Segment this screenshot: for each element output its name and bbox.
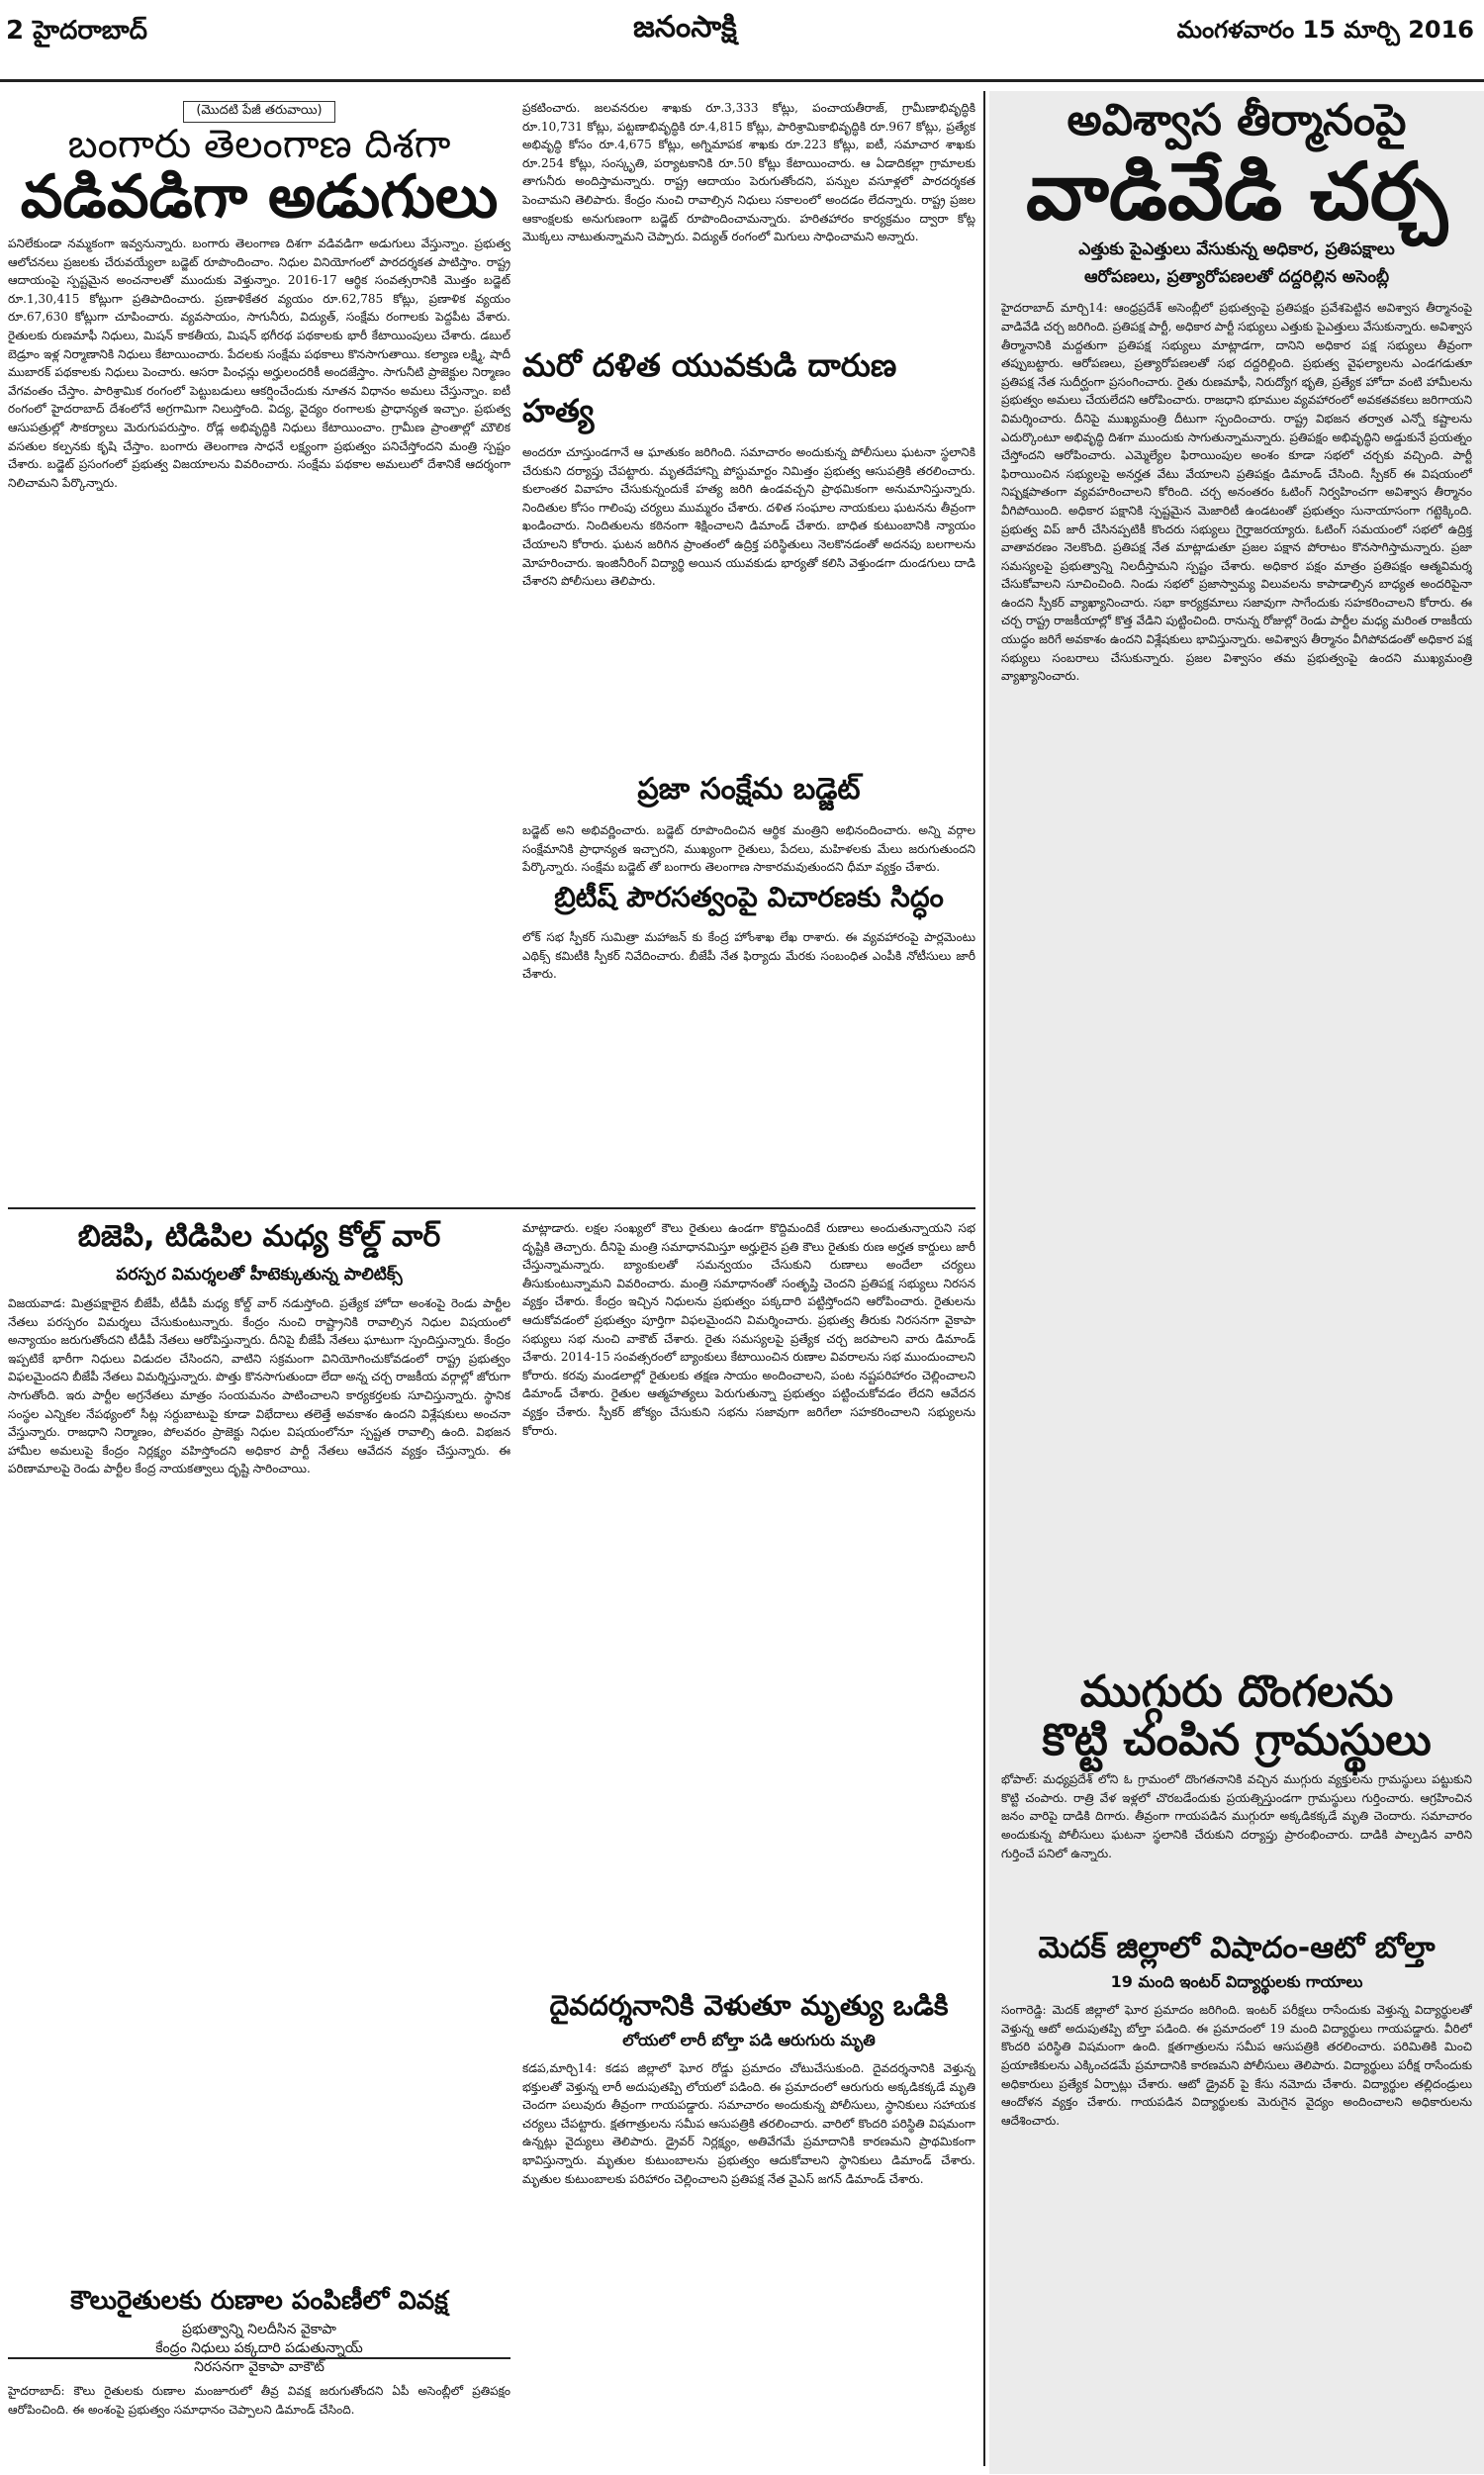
sidebar <box>989 91 1484 2474</box>
tenant-sub1: ప్రభుత్వాన్ని నిలదీసిన వైకాపా <box>182 2322 336 2337</box>
section-name: హైదరాబాద్ <box>33 16 147 46</box>
page-number <box>6 16 147 51</box>
pilgrim-headline: దైవదర్శనానికి వెళుతూ మృత్యు ఒడికి <box>549 1989 949 2022</box>
murder-headline: మరో దళిత యువకుడి దారుణ హత్య <box>522 346 897 429</box>
tenant-body: హైదరాబాద్: కౌలు రైతులకు రుణాల మంజూరులో తీవ్ర వివక్ష జరుగుతోందని ఏపీ అసెంబ్లీలో ప్రతిపక్షం ఆరోపించింది. ఈ అంశంపై ప్రభుత్వం సమాధానం చెప్పాలని డిమాండ్ చేసింది. <box>8 2384 510 2417</box>
sidebar-body: హైదరాబాద్ మార్చి14: ఆంధ్రప్రదేశ్ అసెంబ్లీలో ప్రభుత్వంపై ప్రతిపక్షం ప్రవేశపెట్టిన అవిశ్వాస తీర్మానంపై వాడివేడి చర్చ జరిగింది. ప్రతిపక్ష పార్టీ, అధికార పార్టీ సభ్యులు ఎత్తుకు పైఎత్తులు వేసుకున్నారు. అవిశ్వాస తీర్మానానికి మద్దతుగా ప్రతిపక్ష సభ్యులు మాట్లాడగా, దానిని అధికార పక్ష సభ్యులు తీవ్రంగా తప్పుబట్టారు. ఆరోపణలు, ప్రత్యారోపణలతో సభ దద్దరిల్లింది. ప్రభుత్వ వైఫల్యాలను ఎండగడుతూ ప్రతిపక్ష నేత సుదీర్ఘంగా ప్రసంగించారు. రైతు రుణమాఫీ, నిరుద్యోగ భృతి, ప్రత్యేక హోదా వంటి హామీలను ప్రభుత్వం అమలు చేయలేదని ఆరోపించారు. రాజధాని భూముల వ్యవహారంలో అవకతవకలు జరిగాయని విమర్శించారు. దీనిపై ముఖ్యమంత్రి దీటుగా స్పందించారు. రాష్ట్ర విభజన తర్వాత ఎన్నో కష్టాలను ఎదుర్కొంటూ అభివృద్ధి దిశగా ముందుకు సాగుతున్నామన్నారు. ప్రతిపక్షం అభివృద్ధిని అడ్డుకునే ప్రయత్నం చేస్తోందని ఆరోపించారు. ఎమ్మెల్యేల ఫిరాయింపుల అంశం కూడా సభలో చర్చకు వచ్చింది. పార్టీ ఫిరాయించిన సభ్యులపై అనర్హత వేటు వేయాలని ప్రతిపక్షం డిమాండ్ చేసింది. స్పీకర్ ఈ విషయంలో నిష్పక్షపాతంగా వ్యవహరించాలని కోరింది. చర్చ అనంతరం ఓటింగ్ నిర్వహించగా అవిశ్వాస తీర్మానం వీగిపోయింది. అధికార పక్షానికి స్పష్టమైన మెజారిటీ ఉండటంతో ప్రభుత్వం సునాయాసంగా గట్టెక్కింది. ప్రభుత్వ విప్ జారీ చేసినప్పటికీ కొందరు సభ్యులు గైర్హాజరయ్యారు. ఓటింగ్ సమయంలో సభలో ఉద్రిక్త వాతావరణం నెలకొంది. ప్రతిపక్ష నేత మాట్లాడుతూ ప్రజల పక్షాన పోరాటం కొనసాగిస్తామన్నారు. ప్రజా సమస్యలపై ప్రభుత్వాన్ని నిలదీస్తామని స్పష్టం చేశారు. అధికార పక్షం మాత్రం ప్రతిపక్షం ఆత్మవిమర్శ చేసుకోవాలని సూచించింది. నిండు సభలో ప్రజాస్వామ్య విలువలను కాపాడాల్సిన బాధ్యత అందరిపైనా ఉందని స్పీకర్ వ్యాఖ్యానించారు. సభా కార్యక్రమాలు సజావుగా సాగేందుకు సహకరించాలని కోరారు. ఈ చర్చ రాష్ట్ర రాజకీయాల్లో కొత్త వేడిని పుట్టించింది. రానున్న రోజుల్లో రెండు పార్టీల మధ్య మరింత రాజకీయ యుద్ధం జరిగే అవకాశం ఉందని విశ్లేషకులు భావిస్తున్నారు. అవిశ్వాస తీర్మానం వీగిపోవడంతో అధికార పక్ష సభ్యులు సంబరాలు చేసుకున్నారు. ప్రజల విశ్వాసం తమ ప్రభుత్వంపై ఉందని ముఖ్యమంత్రి వ్యాఖ్యానించారు. <box>1001 301 1472 684</box>
tenant-sub2: కేంద్రం నిధులు పక్కదారి పడుతున్నాయ్ <box>155 2340 363 2356</box>
medak-headline: మెదక్ జిల్లాలో విషాదం-ఆటో బోల్తా <box>1038 1931 1436 1966</box>
cold-war-subheadline: పరస్పర విమర్శలతో హీటెక్కుతున్న పాలిటిక్స్ <box>116 1265 403 1285</box>
sidebar-sub1: ఎత్తుకు పైఎత్తులు వేసుకున్న అధికార, ప్రతిపక్షాలు <box>1078 239 1395 260</box>
lead-article-continuation: ప్రకటించారు. జలవనరుల శాఖకు రూ.3,333 కోట్లు, పంచాయతీరాజ్, గ్రామీణాభివృద్ధికి రూ.10,731 కోట్లు, పట్టణాభివృద్ధికి రూ.4,815 కోట్లు, పారిశ్రామికాభివృద్ధికి రూ.967 కోట్లు, ప్రత్యేక అభివృద్ధి కోసం రూ.4,675 కోట్లు, అగ్నిమాపక శాఖకు రూ.223 కోట్లు, ఐటీ, సమాచార శాఖకు రూ.254 కోట్లు, సంస్కృతి, పర్యాటకానికి రూ.50 కోట్లు కేటాయించారు. ఆ ఏడాదికల్లా గ్రామాలకు తాగునీరు అందిస్తామన్నారు. రాష్ట్ర ఆదాయం పెరుగుతోందని, పన్నుల వసూళ్లలో పారదర్శకత పెంచామని తెలిపారు. కేంద్రం నుంచి రావాల్సిన నిధులు సకాలంలో అందడం లేదన్నారు. రాష్ట్ర ప్రజల ఆకాంక్షలకు అనుగుణంగా బడ్జెట్ రూపొందించామన్నారు. హరితహారం కార్యక్రమం ద్వారా కోట్ల మొక్కలు నాటుతున్నామని చెప్పారు. విద్యుత్ రంగంలో మిగులు సాధించామని అన్నారు. <box>522 101 975 244</box>
tenant-sub3: నిరసనగా వైకాపా వాకౌట్ <box>194 2359 325 2375</box>
lead-headline-line1: బంగారు తెలంగాణ దిశగా <box>67 122 451 167</box>
tenant-farmers-header <box>8 2286 510 2431</box>
section-divider <box>8 1207 975 1209</box>
page-number-value: 2 <box>6 16 25 46</box>
pilgrim-body: కడప,మార్చి14: కడప జిల్లాలో ఘోర రోడ్డు ప్రమాదం చోటుచేసుకుంది. దైవదర్శనానికి వెళ్తున్న భక్తులతో వెళ్తున్న లారీ అదుపుతప్పి లోయలో పడింది. ఈ ప్రమాదంలో ఆరుగురు అక్కడికక్కడే మృతి చెందగా పలువురు తీవ్రంగా గాయపడ్డారు. సమాచారం అందుకున్న పోలీసులు, స్థానికులు సహాయక చర్యలు చేపట్టారు. క్షతగాత్రులను సమీప ఆసుపత్రికి తరలించారు. వారిలో కొందరి పరిస్థితి విషమంగా ఉన్నట్లు వైద్యులు తెలిపారు. డ్రైవర్ నిర్లక్ష్యం, అతివేగమే ప్రమాదానికి కారణమని ప్రాథమికంగా భావిస్తున్నారు. మృతుల కుటుంబాలను ప్రభుత్వం ఆదుకోవాలని స్థానికులు డిమాండ్ చేశారు. మృతుల కుటుంబాలకు పరిహారం చెల్లించాలని ప్రతిపక్ష నేత వైఎస్ జగన్ డిమాండ్ చేశారు. <box>522 2061 975 2186</box>
medak-body: సంగారెడ్డి: మెదక్ జిల్లాలో ఘోర ప్రమాదం జరిగింది. ఇంటర్ పరీక్షలు రాసేందుకు వెళ్తున్న విద్యార్థులతో వెళ్తున్న ఆటో అదుపుతప్పి బోల్తా పడింది. ఈ ప్రమాదంలో 19 మంది విద్యార్థులు గాయపడ్డారు. వీరిలో కొందరి పరిస్థితి విషమంగా ఉంది. క్షతగాత్రులను సమీప ఆసుపత్రికి తరలించారు. పరిమితికి మించి ప్రయాణికులను ఎక్కించడమే ప్రమాదానికి కారణమని పోలీసులు తెలిపారు. విద్యార్థులు పరీక్ష రాసేందుకు అధికారులు ప్రత్యేక ఏర్పాట్లు చేశారు. ఆటో డ్రైవర్ పై కేసు నమోదు చేశారు. విద్యార్థుల తల్లిదండ్రులు ఆందోళన వ్యక్తం చేశారు. గాయపడిన విద్యార్థులకు మెరుగైన వైద్యం అందించాలని అధికారులను ఆదేశించారు. <box>1001 2003 1472 2128</box>
thieves-headline-line2: కొట్టి చంపిన గ్రామస్థులు <box>1042 1714 1432 1765</box>
continued-tag: (మొదటి పేజీ తరువాయి) <box>183 101 334 123</box>
cold-war-article <box>8 1219 510 2383</box>
sidebar-headline-line1: అవిశ్వాస తీర్మానంపై <box>1067 95 1407 145</box>
citizenship-body: లోక్ సభ స్పీకర్ సుమిత్రా మహాజన్ కు కేంద్ర హోంశాఖ లేఖ రాశారు. ఈ వ్యవహారంపై పార్లమెంటు ఎథిక్స్ కమిటీకి స్పీకర్ నివేదించారు. బీజేపీ నేత ఫిర్యాదు మేరకు సంబంధిత ఎంపీకి నోటీసులు జారీ చేశారు. <box>522 930 975 982</box>
tenant-headline: కౌలురైతులకు రుణాల పంపిణీలో వివక్ష <box>70 2286 448 2316</box>
murder-article-body: అందరూ చూస్తుండగానే ఆ ఘాతుకం జరిగింది. సమాచారం అందుకున్న పోలీసులు ఘటనా స్థలానికి చేరుకుని దర్యాప్తు చేపట్టారు. మృతదేహాన్ని పోస్టుమార్టం నిమిత్తం ప్రభుత్వ ఆసుపత్రికి తరలించారు. కులాంతర వివాహం చేసుకున్నందుకే హత్య జరిగి ఉండవచ్చని ప్రాథమికంగా అనుమానిస్తున్నారు. నిందితుల కోసం గాలింపు చర్యలు ముమ్మరం చేశారు. దళిత సంఘాల నాయకులు ఘటనను తీవ్రంగా ఖండించారు. నిందితులను కఠినంగా శిక్షించాలని డిమాండ్ చేశారు. బాధిత కుటుంబానికి న్యాయం చేయాలని కోరారు. ఘటన జరిగిన ప్రాంతంలో ఉద్రిక్త పరిస్థితులు నెలకొనడంతో అదనపు బలగాలను మోహరించారు. ఇంజినీరింగ్ విద్యార్థి అయిన యువకుడు భార్యతో కలిసి వెళ్తుండగా దుండగులు దాడి చేశారని పోలీసులు తెలిపారు. <box>522 445 975 589</box>
column-divider <box>983 91 985 2466</box>
masthead: జనంసాక్షి <box>633 10 737 45</box>
issue-date: మంగళవారం 15 మార్చి 2016 <box>1176 16 1474 44</box>
lead-headline-line2: వడివడిగా అడుగులు <box>20 162 499 232</box>
medak-subheadline: 19 మంది ఇంటర్ విద్యార్థులకు గాయాలు <box>1110 1972 1363 1992</box>
lead-article <box>8 99 510 1234</box>
citizenship-article <box>522 881 975 988</box>
sidebar-sub2: ఆరోపణలు, ప్రత్యారోపణలతో దద్దరిల్లిన అసెంబ్లీ <box>1083 267 1390 288</box>
welfare-budget-headline: ప్రజా సంక్షేమ బడ్జెట్ <box>637 772 861 807</box>
sidebar-headline-line2: వాడివేడి చర్చ <box>1025 145 1448 238</box>
lead-article-body: పనిలేకుండా నమ్మకంగా ఇవ్వనున్నారు. బంగారు తెలంగాణ దిశగా వడివడిగా అడుగులు వేస్తున్నాం. ప్రభుత్వ ఆలోచనలు ప్రజలకు చేరువయ్యేలా బడ్జెట్ రూపొందించాం. నిధుల వినియోగంలో పారదర్శకత పాటిస్తాం. రాష్ట్ర ఆదాయంపై స్పష్టమైన అంచనాలతో ముందుకు వెళ్తున్నాం. 2016-17 ఆర్థిక సంవత్సరానికి మొత్తం బడ్జెట్ రూ.1,30,415 కోట్లుగా ప్రతిపాదించారు. ప్రణాళికేతర వ్యయం రూ.62,785 కోట్లు, ప్రణాళిక వ్యయం రూ.67,630 కోట్లుగా చూపించారు. వ్యవసాయం, సాగునీరు, విద్యుత్, సంక్షేమ రంగాలకు పెద్దపీట వేశారు. రైతులకు రుణమాఫీ నిధులు, మిషన్ కాకతీయ, మిషన్ భగీరథ పథకాలకు భారీ కేటాయింపులు చేశారు. డబుల్ బెడ్రూం ఇళ్ల నిర్మాణానికి నిధులు కేటాయించారు. పేదలకు సంక్షేమ పథకాలు కొనసాగుతాయి. కల్యాణ లక్ష్మి, షాదీ ముబారక్ పథకాలకు నిధులు పెంచారు. ఆసరా పింఛన్లు అర్హులందరికీ అందజేస్తాం. సాగునీటి ప్రాజెక్టుల నిర్మాణం వేగవంతం చేస్తాం. పారిశ్రామిక రంగంలో పెట్టుబడులు ఆకర్షించేందుకు నూతన విధానం అమలు చేస్తున్నాం. ఐటీ రంగంలో హైదరాబాద్ దేశంలోనే అగ్రగామిగా నిలుస్తోంది. విద్య, వైద్యం రంగాలకు ప్రాధాన్యత ఇచ్చాం. ప్రభుత్వ ఆసుపత్రుల్లో సౌకర్యాలు మెరుగుపరుస్తాం. రోడ్ల అభివృద్ధికి నిధులు కేటాయించాం. గ్రామీణ ప్రాంతాల్లో మౌలిక వసతుల కల్పనకు కృషి చేస్తాం. బంగారు తెలంగాణ సాధనే లక్ష్యంగా ప్రభుత్వం పనిచేస్తోందని మంత్రి స్పష్టం చేశారు. బడ్జెట్ ప్రసంగంలో ప్రభుత్వ విజయాలను వివరించారు. సంక్షేమ పథకాల అమలులో దేశానికే ఆదర్శంగా నిలిచామని పేర్కొన్నారు. <box>8 237 510 490</box>
citizenship-headline: బ్రిటీష్ పౌరసత్వంపై విచారణకు సిద్ధం <box>554 881 944 913</box>
cold-war-headline: బిజెపి, టిడిపిల మధ్య కోల్డ్ వార్ <box>77 1219 441 1254</box>
thieves-body: భోపాల్: మధ్యప్రదేశ్ లోని ఓ గ్రామంలో దొంగతనానికి వచ్చిన ముగ్గురు వ్యక్తులను గ్రామస్థులు పట్టుకుని కొట్టి చంపారు. రాత్రి వేళ ఇళ్లలో చొరబడేందుకు ప్రయత్నిస్తుండగా గ్రామస్థులు గుర్తించారు. ఆగ్రహించిన జనం వారిపై దాడికి దిగారు. తీవ్రంగా గాయపడిన ముగ్గురూ అక్కడికక్కడే మృతి చెందారు. సమాచారం అందుకున్న పోలీసులు ఘటనా స్థలానికి చేరుకుని దర్యాప్తు ప్రారంభించారు. దాడికి పాల్పడిన వారిని గుర్తించే పనిలో ఉన్నారు. <box>1001 1772 1472 1860</box>
thieves-headline-line1: ముగ్గురు దొంగలను <box>1079 1666 1394 1718</box>
tenant-continuation: మాట్లాడారు. లక్షల సంఖ్యలో కౌలు రైతులు ఉండగా కొద్దిమందికే రుణాలు అందుతున్నాయని సభ దృష్టికి తెచ్చారు. దీనిపై మంత్రి సమాధానమిస్తూ అర్హులైన ప్రతి కౌలు రైతుకు రుణ అర్హత కార్డులు జారీ చేస్తున్నామన్నారు. బ్యాంకులతో సమన్వయం చేసుకుని రుణాలు అందేలా చర్యలు తీసుకుంటున్నామని వివరించారు. మంత్రి సమాధానంతో సంతృప్తి చెందని ప్రతిపక్ష సభ్యులు నిరసన వ్యక్తం చేశారు. కేంద్రం ఇచ్చిన నిధులను ప్రభుత్వం పక్కదారి పట్టిస్తోందని ఆరోపించారు. రైతులను ఆదుకోవడంలో ప్రభుత్వం పూర్తిగా విఫలమైందని విమర్శించారు. ప్రభుత్వ తీరుకు నిరసనగా వైకాపా సభ్యులు సభ నుంచి వాకౌట్ చేశారు. రైతు సమస్యలపై ప్రత్యేక చర్చ జరపాలని వారు డిమాండ్ చేశారు. 2014-15 సంవత్సరంలో బ్యాంకులు కేటాయించిన రుణాల వివరాలను సభ ముందుంచాలని కోరారు. కరవు మండలాల్లో రైతులకు తక్షణ సాయం అందించాలని, పంట నష్టపరిహారం చెల్లించాలని డిమాండ్ చేశారు. రైతుల ఆత్మహత్యలు పెరుగుతున్నా ప్రభుత్వం పట్టించుకోవడం లేదని ఆవేదన వ్యక్తం చేశారు. స్పీకర్ జోక్యం చేసుకుని సభను సజావుగా జరిగేలా సహకరించాలని సభ్యులను కోరారు. <box>522 1221 975 1438</box>
cold-war-body: విజయవాడ: మిత్రపక్షాలైన బీజేపీ, టీడీపీ మధ్య కోల్డ్ వార్ నడుస్తోంది. ప్రత్యేక హోదా అంశంపై రెండు పార్టీల నేతలు పరస్పరం విమర్శలు చేసుకుంటున్నారు. కేంద్రం నుంచి రాష్ట్రానికి రావాల్సిన నిధుల విషయంలో అన్యాయం జరుగుతోందని టీడీపీ నేతలు ఆరోపిస్తున్నారు. దీనిపై బీజేపీ నేతలు ఘాటుగా స్పందిస్తున్నారు. కేంద్రం ఇప్పటికే భారీగా నిధులు విడుదల చేసిందని, వాటిని సక్రమంగా వినియోగించుకోవడంలో రాష్ట్ర ప్రభుత్వం విఫలమైందని బీజేపీ నేతలు విమర్శిస్తున్నారు. పొత్తు కొనసాగుతుందా లేదా అన్న చర్చ రాజకీయ వర్గాల్లో జోరుగా సాగుతోంది. ఇరు పార్టీల అగ్రనేతలు మాత్రం సంయమనం పాటించాలని కార్యకర్తలకు సూచిస్తున్నారు. స్థానిక సంస్థల ఎన్నికల నేపథ్యంలో సీట్ల సర్దుబాటుపై కూడా విభేదాలు తలెత్తే అవకాశం ఉందని విశ్లేషకులు అంచనా వేస్తున్నారు. రాజధాని నిర్మాణం, పోలవరం ప్రాజెక్టు నిధుల విషయంలోనూ స్పష్టత రావాల్సి ఉంది. విభజన హామీల అమలుపై కేంద్రం నిర్లక్ష్యం వహిస్తోందని అధికార పార్టీ నేతలు ఆవేదన వ్యక్తం చేస్తున్నారు. ఈ పరిణామాలపై రెండు పార్టీల కేంద్ర నాయకత్వాలు దృష్టి సారించాయి. <box>8 1296 510 1476</box>
page-header <box>0 0 1484 82</box>
pilgrim-subheadline: లోయలో లారీ బోల్తా పడి ఆరుగురు మృతి <box>622 2031 876 2049</box>
pilgrim-accident-article <box>522 1989 975 2475</box>
murder-article <box>522 346 975 819</box>
welfare-budget-body: బడ్జెట్ అని అభివర్ణించారు. బడ్జెట్ రూపొందించిన ఆర్థిక మంత్రిని అభినందించారు. అన్ని వర్గాల సంక్షేమానికి ప్రాధాన్యత ఇచ్చారని, ముఖ్యంగా రైతులు, పేదలు, మహిళలకు మేలు జరుగుతుందని పేర్కొన్నారు. సంక్షేమ బడ్జెట్ తో బంగారు తెలంగాణ సాకారమవుతుందని ధీమా వ్యక్తం చేశారు. <box>522 823 975 875</box>
